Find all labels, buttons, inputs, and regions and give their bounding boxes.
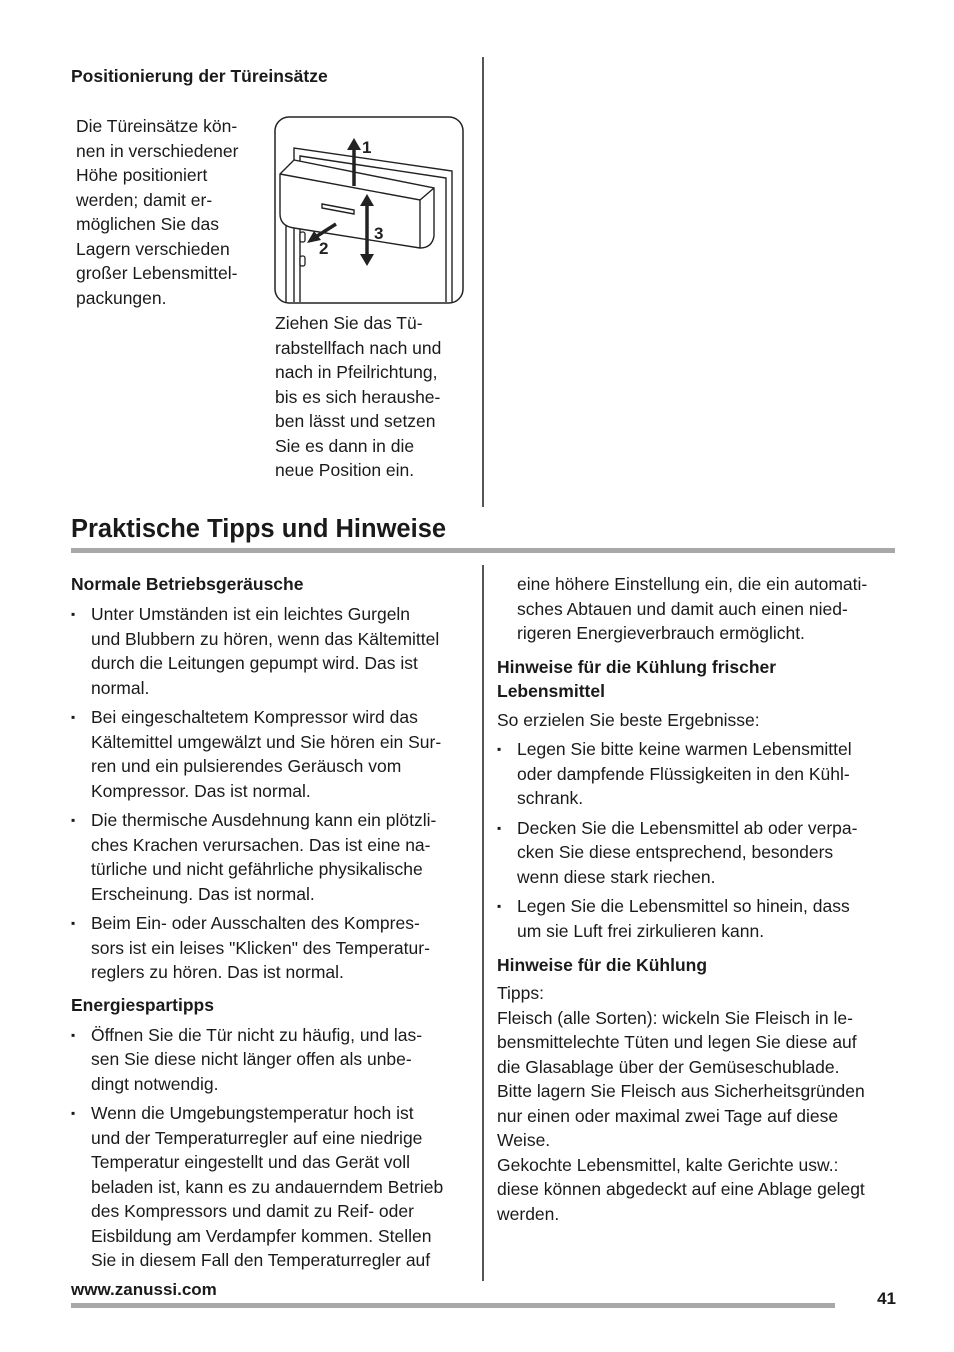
intro-line: Lagern verschieden	[76, 238, 230, 259]
list-item: ▪ Wenn die Umgebungstemperatur hoch ist und der Temperaturregler auf eine niedrige Temperatur eingestellt und das Gerät voll beladen ist, kann es zu andauerndem Betrieb des Kompressors und damit zu Reif- oder Eisbildung am Verdampfer kommen. Stellen Sie in diesem Fall den Temperaturregler auf	[71, 1101, 471, 1273]
energy-continuation: eine höhere Einstellung ein, die ein automati- sches Abtauen und damit auch einen nied- rigeren Energieverbrauch ermöglicht.	[517, 574, 868, 643]
figure-label-2: 2	[319, 239, 329, 258]
door-inserts-intro	[76, 114, 266, 310]
list-item: ▪ Unter Umständen ist ein leichtes Gurgeln und Blubbern zu hören, wenn das Kältemittel durch die Leitungen gepumpt wird. Das ist normal.	[71, 602, 471, 700]
caption-line: Ziehen Sie das Tü-	[275, 313, 423, 333]
intro-line: nen in verschiedener	[76, 140, 239, 161]
caption-line: ben lässt und setzen	[275, 411, 436, 431]
page-number: 41	[877, 1289, 896, 1308]
intro-line: Die Türeinsätze kön-	[76, 116, 238, 136]
list-item: ▪ Die thermische Ausdehnung kann ein plötzli- ches Krachen verursachen. Das ist eine na- türliche und nicht gefährliche physikalische Erscheinung. Das ist normal.	[71, 808, 471, 906]
list-item: ▪ Bei eingeschaltetem Kompressor wird das Kältemittel umgewälzt und Sie hören ein Sur- ren und ein pulsierendes Geräusch vom Kompressor. Das ist normal.	[71, 705, 471, 803]
right-column	[497, 572, 897, 1226]
door-inserts-heading: Positionierung der Türeinsätze	[71, 66, 328, 86]
energy-heading: Energiespartipps	[71, 994, 214, 1015]
energy-list	[71, 1023, 471, 1273]
section-title-rule	[71, 548, 895, 553]
list-item: ▪ Decken Sie die Lebensmittel ab oder verpa- cken Sie diese entsprechend, besonders wenn diese stark riechen.	[497, 816, 897, 890]
left-column	[71, 572, 471, 1278]
caption-line: nach in Pfeilrichtung,	[275, 362, 438, 382]
list-item: ▪ Legen Sie die Lebensmittel so hinein, dass um sie Luft frei zirkulieren kann.	[497, 894, 897, 943]
column-divider	[482, 565, 484, 1281]
fresh-food-intro: So erzielen Sie beste Ergebnisse:	[497, 709, 760, 730]
intro-line: packungen.	[76, 287, 167, 308]
intro-line: Höhe positioniert	[76, 165, 208, 185]
caption-line: neue Position ein.	[275, 460, 415, 480]
list-item: ▪ Legen Sie bitte keine warmen Lebensmittel oder dampfende Flüssigkeiten in den Kühl- schrank.	[497, 737, 897, 811]
figure-label-3: 3	[374, 224, 384, 243]
top-column-divider	[482, 57, 484, 507]
intro-line: großer Lebensmittel-	[76, 263, 238, 283]
noise-heading: Normale Betriebsgeräusche	[71, 574, 304, 594]
figure-label-1: 1	[362, 138, 372, 157]
footer-rule	[71, 1303, 835, 1308]
noise-list	[71, 602, 471, 985]
section-title: Praktische Tipps und Hinweise	[71, 515, 447, 543]
cooling-heading: Hinweise für die Kühlung	[497, 955, 708, 975]
list-item: ▪ Beim Ein- oder Ausschalten des Kompres- sors ist ein leises "Klicken" des Temperatur- reglers zu hören. Das ist normal.	[71, 911, 471, 985]
intro-line: werden; damit er-	[76, 189, 213, 210]
list-item: ▪ Öffnen Sie die Tür nicht zu häufig, und las- sen Sie diese nicht länger offen als unbe- dingt notwendig.	[71, 1023, 471, 1097]
footer-website-link[interactable]: www.zanussi.com	[71, 1280, 217, 1299]
door-shelf-illustration	[274, 116, 464, 304]
cooling-tips: Tipps: Fleisch (alle Sorten): wickeln Sie Fleisch in le- bensmittelechte Tüten und legen Sie diese auf die Glasablage über der Gemüseschublade. Bitte lagern Sie Fleisch aus Sicherheitsgründen nur einen oder maximal zwei Tage auf diese Weise. Gekochte Lebensmittel, kalte Gerichte usw.: diese können abgedeckt auf eine Ablage gelegt werden.	[497, 983, 865, 1224]
fresh-food-list	[497, 737, 897, 943]
fresh-food-heading: Hinweise für die Kühlung frischer Lebensmittel	[497, 656, 777, 701]
caption-line: bis es sich heraushe-	[275, 386, 441, 407]
figure-caption	[275, 311, 475, 483]
caption-line: Sie es dann in die	[275, 435, 415, 456]
caption-line: rabstellfach nach und	[275, 337, 442, 358]
intro-line: möglichen Sie das	[76, 214, 219, 234]
